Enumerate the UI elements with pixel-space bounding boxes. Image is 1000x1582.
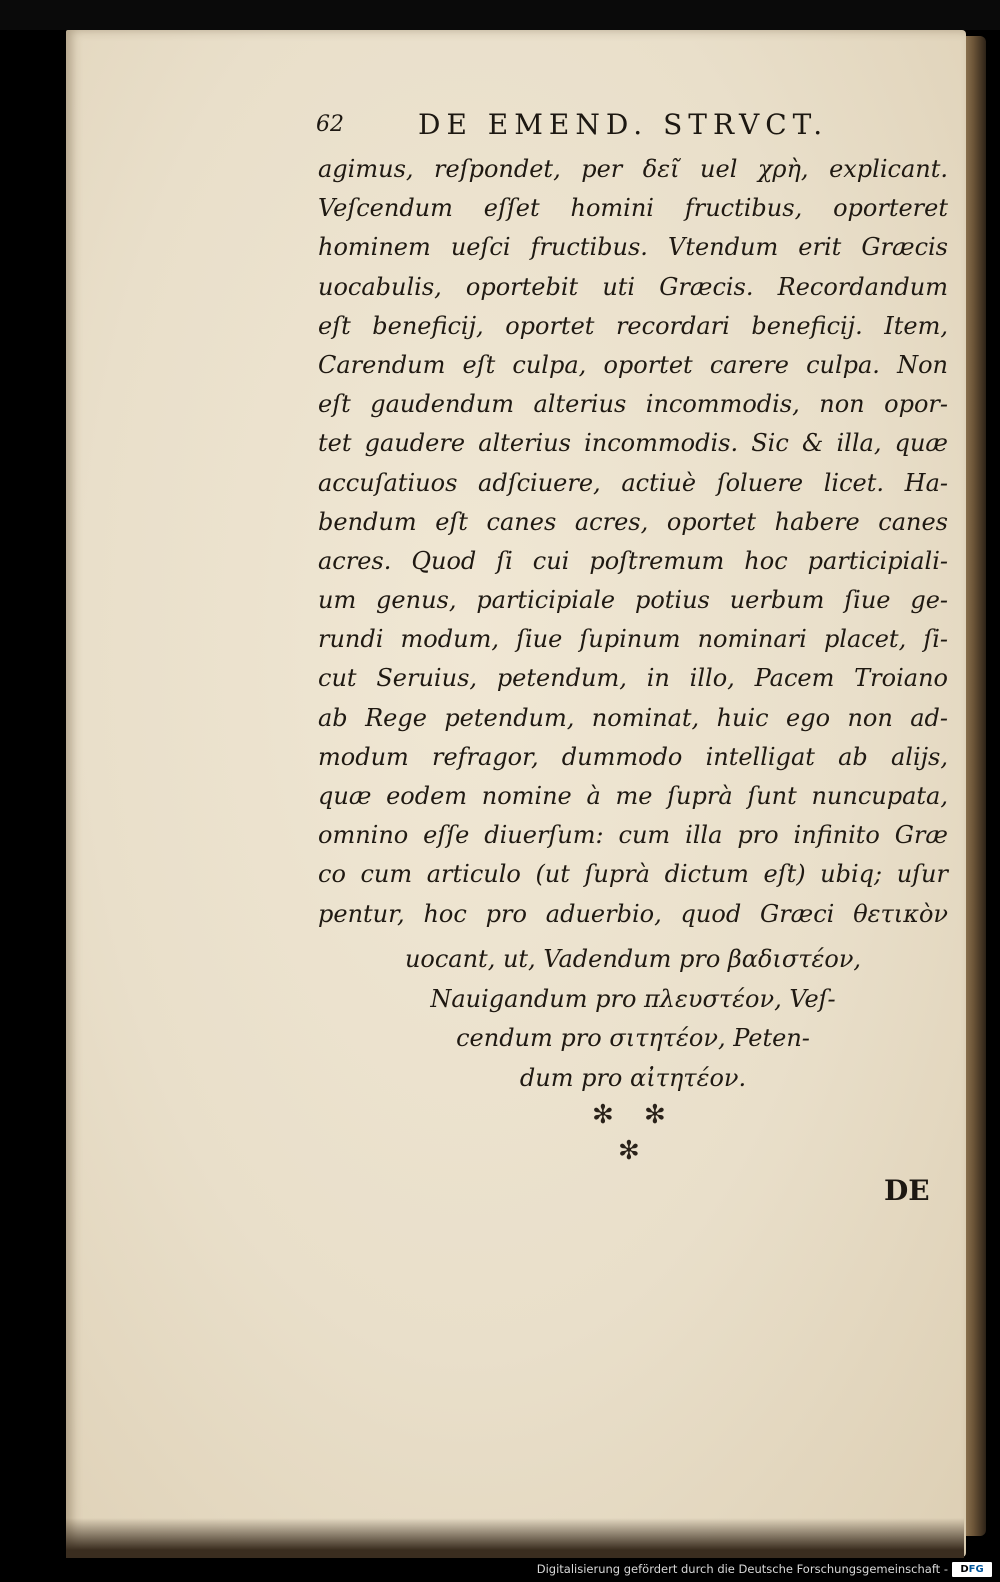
text-line: cut Seruius, petendum, in illo, Pacem Troiano: [318, 664, 948, 693]
page-header: [316, 108, 876, 148]
text-line: co cum articulo (ut ſuprà dictum eſt) ubiq; uſur: [318, 860, 948, 889]
body-text: [318, 150, 948, 934]
text-line: agimus, reſpondet, per δεῖ uel χρὴ, explicant.: [318, 155, 948, 183]
asterisk-icon: ✻: [644, 1100, 666, 1130]
asterisk-icon: ✻: [618, 1136, 640, 1166]
text-line: quæ eodem nomine à me ſuprà ſunt nuncupata,: [318, 782, 948, 810]
text-line: ab Rege petendum, nominat, huic ego non ad-: [318, 703, 948, 732]
text-line: Carendum eſt culpa, oportet carere culpa. Non: [318, 350, 948, 379]
page-number: 62: [316, 112, 344, 137]
text-line: um genus, participiale potius uerbum ſiue ge-: [318, 586, 948, 615]
text-line: Veſcendum eſſet homini fructibus, oporteret: [318, 194, 948, 223]
footer-credit: Digitalisierung gefördert durch die Deutsche Forschungsgemeinschaft -: [536, 1562, 948, 1576]
text-line: hominem ueſci fructibus. Vtendum erit Græcis: [318, 233, 948, 262]
text-line: rundi modum, ſiue ſupinum nominari placet, ſi-: [318, 625, 948, 654]
text-line: uocant, ut, Vadendum pro βαδιστέον,: [404, 945, 862, 973]
text-line: bendum eſt canes acres, oportet habere canes: [318, 507, 948, 536]
text-line: cendum pro σιτητέον, Peten-: [456, 1024, 810, 1052]
text-line: accuſatiuos adſciuere, actiuè ſoluere licet. Ha-: [318, 468, 948, 497]
page-bottom-shadow: [66, 1518, 964, 1558]
tail-paragraph: [318, 940, 948, 1098]
ornament-asterisks: [580, 1100, 700, 1170]
running-head: DE EMEND. STRVCT.: [418, 108, 829, 141]
text-line: uocabulis, oportebit uti Græcis. Recordandum: [318, 272, 948, 301]
dfg-logo: DFG: [952, 1562, 992, 1577]
text-line: dum pro αἰτητέον.: [519, 1063, 747, 1092]
scan-top-border: [0, 0, 1000, 30]
text-line: eſt beneficij, oportet recordari beneficij. Item,: [318, 311, 948, 340]
text-line: omnino eſſe diuerſum: cum illa pro infinito Græ: [318, 821, 948, 850]
catchword: DE: [884, 1174, 930, 1207]
footer-bar: [0, 1558, 1000, 1582]
text-line: eſt gaudendum alterius incommodis, non opor-: [318, 390, 948, 419]
asterisk-icon: ✻: [592, 1100, 614, 1130]
text-line: Nauigandum pro πλευστέον, Veſ-: [430, 984, 836, 1013]
text-line: modum refragor, dummodo intelligat ab alijs,: [318, 742, 948, 771]
text-line: pentur, hoc pro aduerbio, quod Græci θετικὸν: [318, 899, 948, 928]
text-line: acres. Quod ſi cui poſtremum hoc participiali-: [318, 546, 948, 575]
text-line: tet gaudere alterius incommodis. Sic & illa, quæ: [318, 429, 948, 458]
